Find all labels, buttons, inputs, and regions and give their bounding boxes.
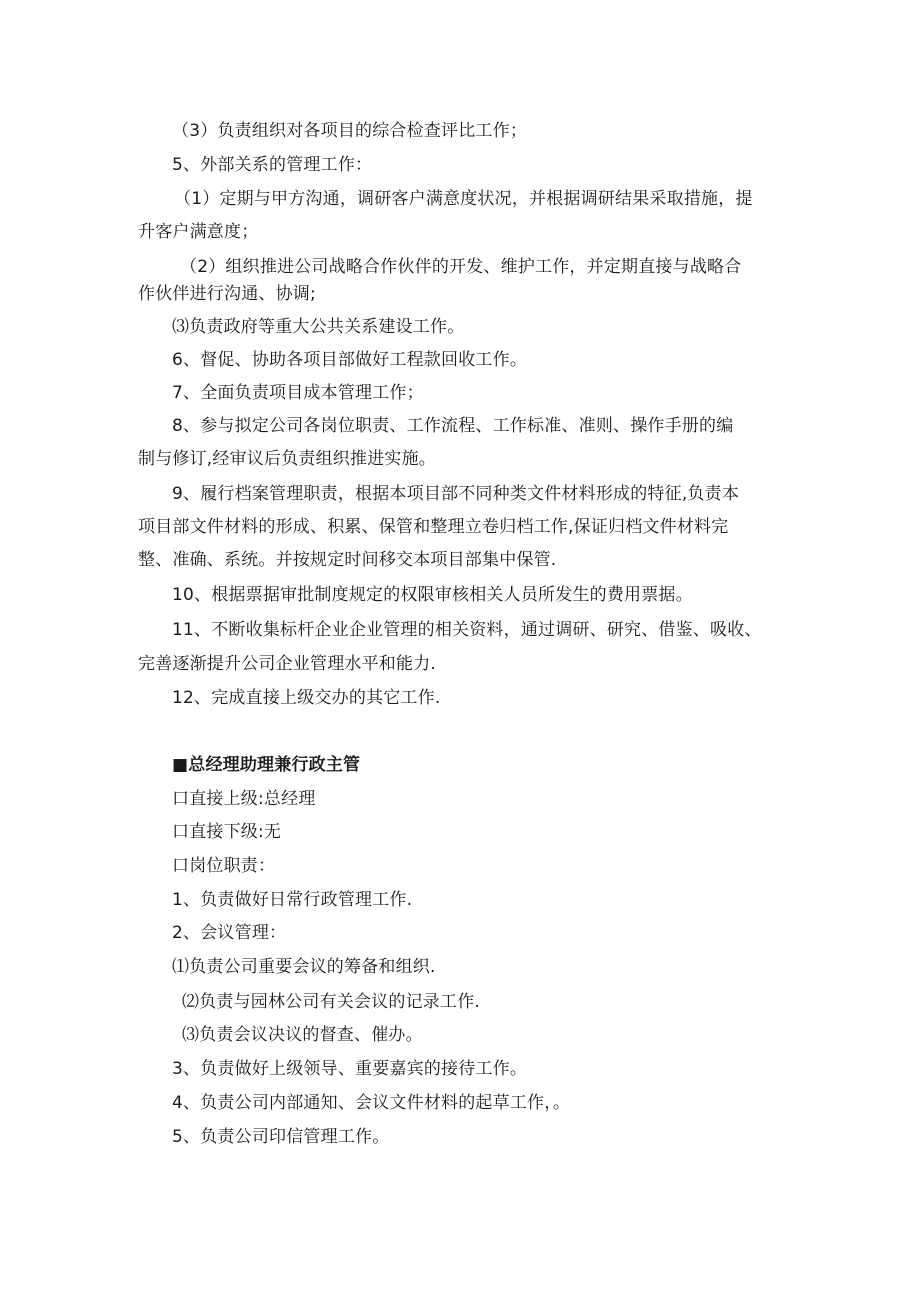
paragraph-line: 升客户满意度； <box>138 222 259 242</box>
paragraph-line: 12、完成直接上级交办的其它工作. <box>172 688 441 708</box>
paragraph-line: 整、准确、系统。并按规定时间移交本项目部集中保管. <box>138 550 557 570</box>
paragraph-line: （3）负责组织对各项目的综合检查评比工作； <box>172 121 528 141</box>
section-heading: ■总经理助理兼行政主管 <box>172 755 361 775</box>
paragraph-line: 7、全面负责项目成本管理工作； <box>172 383 424 403</box>
duty-item: 3、负责做好上级领导、重要嘉宾的接待工作。 <box>172 1059 528 1079</box>
direct-subordinate: 口直接下级:无 <box>172 822 282 842</box>
paragraph-line: 完善逐渐提升公司企业管理水平和能力. <box>138 654 437 674</box>
paragraph-line: 6、督促、协助各项目部做好工程款回收工作。 <box>172 350 528 370</box>
paragraph-line: 9、履行档案管理职责，根据本项目部不同种类文件材料形成的特征,负责本 <box>172 484 740 504</box>
paragraph-line: （2）组织推进公司战略合作伙伴的开发、维护工作，并定期直接与战略合 <box>180 257 742 277</box>
duty-item: ⑵负责与园林公司有关会议的记录工作. <box>182 992 481 1012</box>
paragraph-line: 10、根据票据审批制度规定的权限审核相关人员所发生的费用票据。 <box>172 585 693 605</box>
duty-item: ⑴负责公司重要会议的筹备和组织. <box>172 957 436 977</box>
paragraph-line: 作伙伴进行沟通、协调; <box>138 284 316 304</box>
paragraph-line: 项目部文件材料的形成、积累、保管和整理立卷归档工作,保证归档文件材料完 <box>138 517 729 537</box>
paragraph-line: ⑶负责政府等重大公共关系建设工作。 <box>172 317 465 337</box>
duty-item: 2、会议管理： <box>172 923 287 943</box>
direct-superior: 口直接上级:总经理 <box>172 789 316 809</box>
paragraph-line: 5、外部关系的管理工作： <box>172 155 373 175</box>
paragraph-line: 11、不断收集标杆企业企业管理的相关资料，通过调研、研究、借鉴、吸收、 <box>172 620 762 640</box>
duty-item: 1、负责做好日常行政管理工作. <box>172 890 413 910</box>
duty-item: ⑶负责会议决议的督查、催办。 <box>182 1025 423 1045</box>
paragraph-line: 制与修订,经审议后负责组织推进实施。 <box>138 449 437 469</box>
paragraph-line: 8、参与拟定公司各岗位职责、工作流程、工作标准、准则、操作手册的编 <box>172 416 734 436</box>
duties-label: 口岗位职责： <box>172 856 276 876</box>
paragraph-line: （1）定期与甲方沟通，调研客户满意度状况，并根据调研结果采取措施，提 <box>174 189 753 209</box>
duty-item: 5、负责公司印信管理工作。 <box>172 1127 390 1147</box>
duty-item: 4、负责公司内部通知、会议文件材料的起草工作，。 <box>172 1093 571 1113</box>
